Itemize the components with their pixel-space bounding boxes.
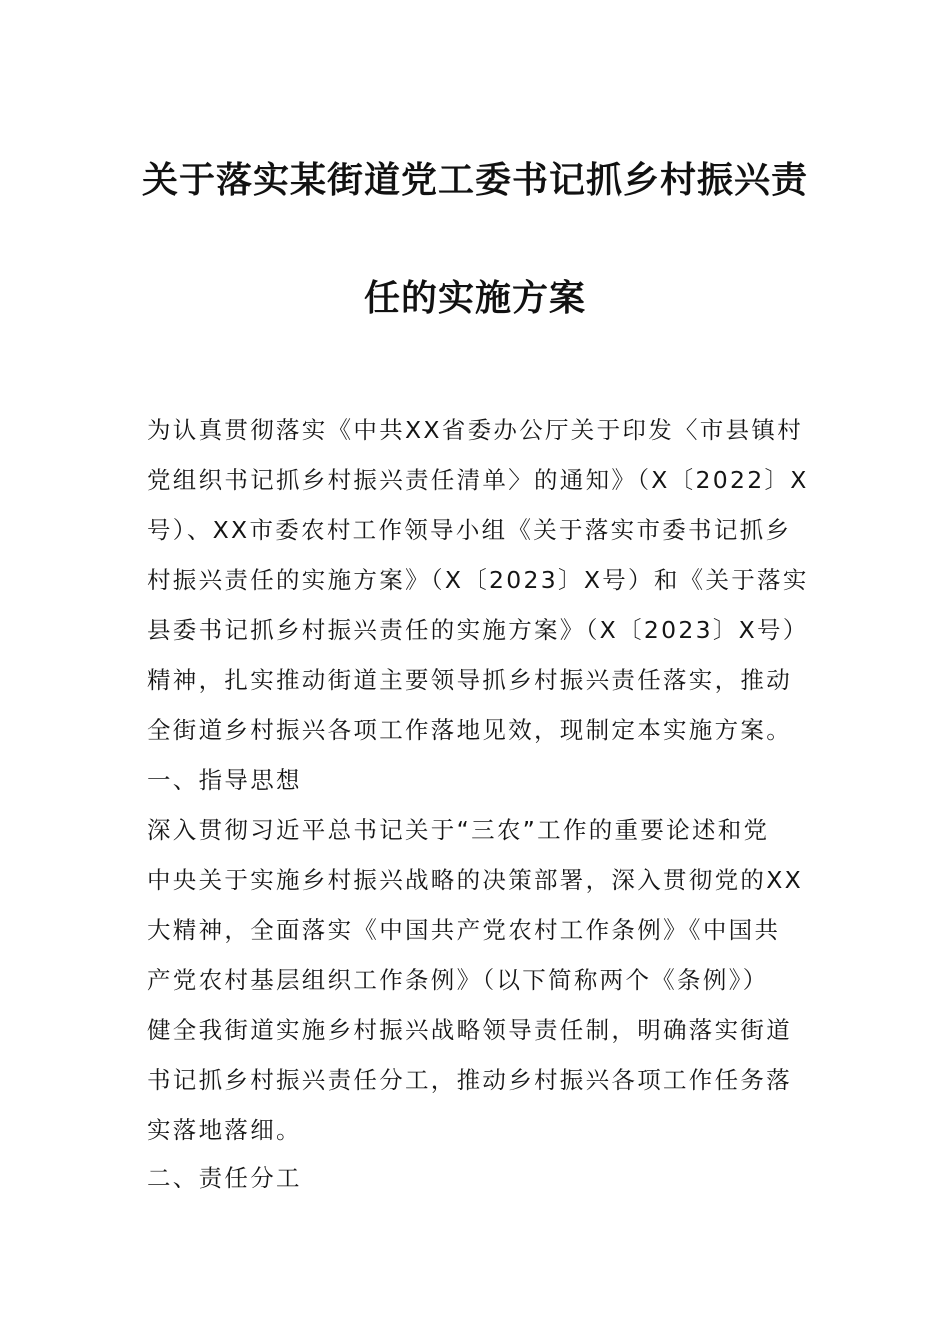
section-heading-text: 一、指导思想 bbox=[147, 766, 302, 794]
intro-paragraph-line: 县委书记抓乡村振兴责任的实施方案》（X〔2023〕X号） bbox=[147, 616, 809, 644]
intro-paragraph-line: 精神，扎实推动街道主要领导抓乡村振兴责任落实，推动 bbox=[147, 666, 792, 694]
intro-paragraph-line: 党组织书记抓乡村振兴责任清单〉的通知》（X〔2022〕X bbox=[147, 466, 809, 494]
document-title-line-2: 任的实施方案 bbox=[363, 277, 586, 319]
section-heading-text: 二、责任分工 bbox=[147, 1164, 302, 1192]
intro-paragraph-line: 全街道乡村振兴各项工作落地见效，现制定本实施方案。 bbox=[147, 716, 792, 744]
intro-paragraph-line: 为认真贯彻落实《中共XX省委办公厅关于印发〈市县镇村 bbox=[147, 416, 803, 444]
document-title-line-1: 关于落实某街道党工委书记抓乡村振兴责 bbox=[141, 159, 808, 201]
guiding-ideology-line: 大精神，全面落实《中国共产党农村工作条例》《中国共 bbox=[147, 916, 781, 944]
guiding-ideology-line: 产党农村基层组织工作条例》（以下简称两个《条例》） bbox=[147, 966, 769, 994]
guiding-ideology-line: 书记抓乡村振兴责任分工，推动乡村振兴各项工作任务落 bbox=[147, 1066, 792, 1094]
intro-paragraph-line: 村振兴责任的实施方案》（X〔2023〕X号）和《关于落实 bbox=[147, 566, 809, 594]
guiding-ideology-line: 实落地落细。 bbox=[147, 1116, 302, 1144]
intro-paragraph bbox=[147, 405, 811, 755]
guiding-ideology-line: 中央关于实施乡村振兴战略的决策部署，深入贯彻党的XX bbox=[147, 866, 803, 894]
guiding-ideology-line: 深入贯彻习近平总书记关于“三农”工作的重要论述和党 bbox=[147, 816, 770, 844]
guiding-ideology-paragraph bbox=[147, 805, 811, 1155]
section-heading-guiding-ideology bbox=[147, 755, 811, 805]
intro-paragraph-line: 号）、XX市委农村工作领导小组《关于落实市委书记抓乡 bbox=[147, 516, 792, 544]
guiding-ideology-line: 健全我街道实施乡村振兴战略领导责任制，明确落实街道 bbox=[147, 1016, 792, 1044]
section-heading-responsibility-division bbox=[147, 1153, 811, 1203]
